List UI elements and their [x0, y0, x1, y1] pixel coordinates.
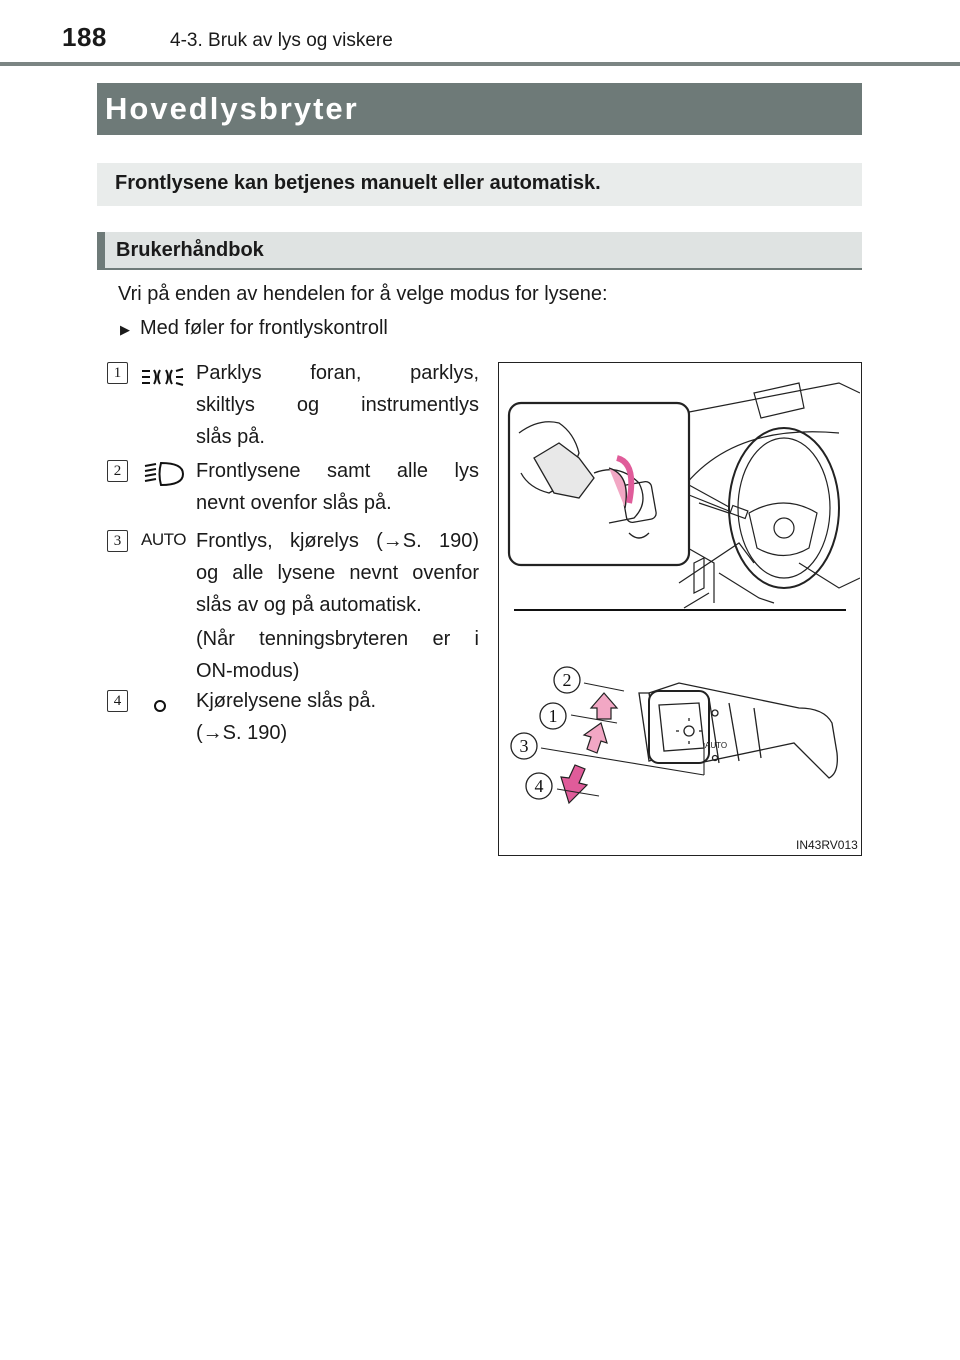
arrow-up-1 — [584, 723, 607, 753]
callout-2: 2 — [562, 670, 572, 690]
figure-code: IN43RV013 — [796, 838, 858, 852]
item-3-line-4: (Når tenningsbryteren er i — [196, 628, 479, 650]
inset-frame — [509, 403, 689, 565]
page-number: 188 — [62, 22, 107, 52]
item-1-line-2: skiltlys og instrumentlys — [196, 394, 479, 416]
lever-auto-label: AUTO — [705, 741, 728, 750]
manual-heading: Brukerhåndbok — [97, 232, 862, 270]
arrow-up-2 — [591, 693, 617, 719]
item-4-line-1: Kjørelysene slås på. — [196, 690, 377, 712]
item-text-3 — [196, 525, 479, 687]
item-number-2: 2 — [107, 460, 128, 482]
item-number-1: 1 — [107, 362, 128, 384]
item-1-line-1: Parklys foran, parklys, — [196, 362, 479, 384]
item-text-4 — [196, 685, 479, 749]
item-number-3: 3 — [107, 530, 128, 552]
headlight-icon — [139, 459, 185, 489]
headlight-switch-illustration — [499, 363, 860, 854]
header-rule — [0, 62, 960, 66]
lever-drawing — [639, 683, 837, 778]
page-title: Hovedlysbryter — [97, 83, 862, 135]
intro-box: Frontlysene kan betjenes manuelt eller automatisk. — [97, 163, 862, 206]
auto-icon: AUTO — [141, 530, 186, 549]
section-title: 4-3. Bruk av lys og viskere — [170, 30, 393, 51]
item-3-line-1: Frontlys, kjørelys (→S. 190) — [196, 530, 479, 552]
bullet-marker: ▶ — [120, 321, 130, 337]
item-number-4: 4 — [107, 690, 128, 712]
item-3-line-5: ON-modus) — [196, 660, 300, 682]
callout-3: 3 — [519, 736, 529, 756]
drl-off-icon — [150, 696, 170, 716]
figure-frame — [498, 362, 862, 856]
dashboard-drawing — [679, 383, 860, 608]
inset-pointer — [689, 495, 729, 511]
callout-1: 1 — [548, 706, 558, 726]
item-3-line-3: slås av og på automatisk. — [196, 594, 422, 616]
item-2-line-2: nevnt ovenfor slås på. — [196, 492, 392, 514]
callout-4: 4 — [534, 776, 544, 796]
item-3-line-2: og alle lysene nevnt ovenfor — [196, 562, 479, 584]
item-1-line-3: slås på. — [196, 426, 265, 448]
item-4-line-2: (→S. 190) — [196, 722, 288, 744]
parking-lights-icon — [139, 362, 185, 392]
bullet-row — [120, 317, 388, 340]
item-text-2 — [196, 455, 479, 519]
bullet-text: Med føler for frontlyskontroll — [140, 317, 388, 339]
item-2-line-1: Frontlysene samt alle lys — [196, 460, 479, 482]
item-text-1 — [196, 357, 479, 453]
arrow-down-4 — [561, 765, 587, 803]
intro-line: Vri på enden av hendelen for å velge modus for lysene: — [118, 283, 608, 305]
